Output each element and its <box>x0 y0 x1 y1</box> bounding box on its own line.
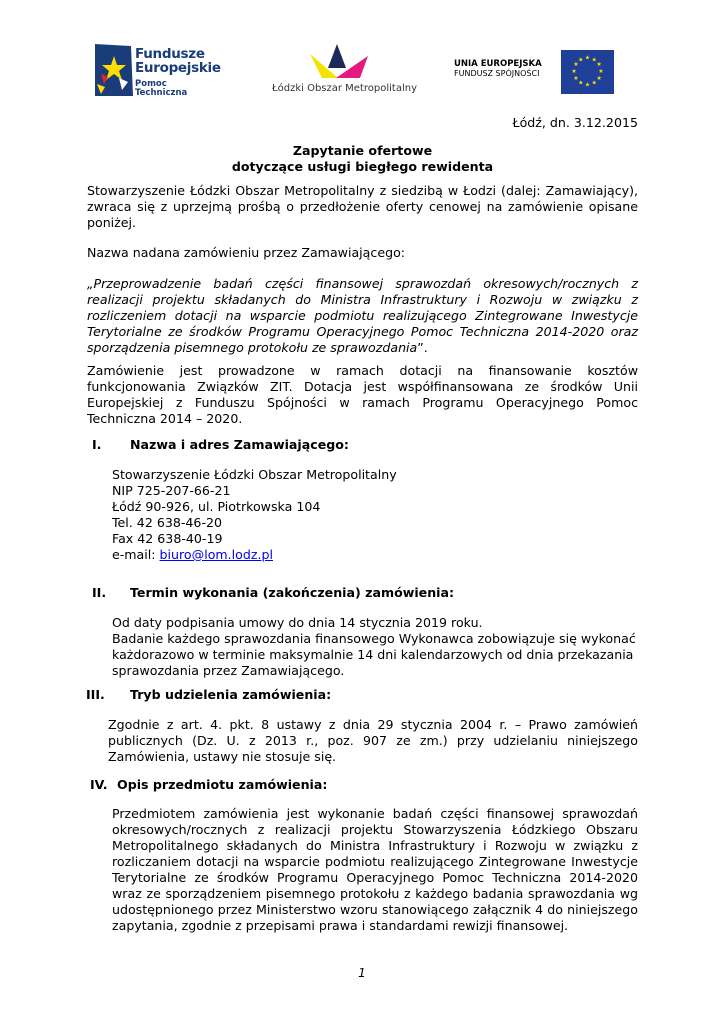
section-3-number: III. <box>86 687 105 702</box>
eu-logo <box>454 50 614 94</box>
quote-text: „Przeprowadzenie badań części finansowej sprawozdań okresowych/rocznych z realizacji projektu składanych do Ministra Infrastruktury i Rozwoju w związku z rozliczeniem dotacji na wsparcie podmiotu realizującego Zintegrowane Inwestycje Terytorialne ze środków Programu Operacyjnego Pomoc Techniczna 2014-2020 oraz sporządzenia pisemnego protokołu ze sprawozdania <box>87 276 638 355</box>
eu-logo-text <box>454 59 542 79</box>
eu-line1: UNIA EUROPEJSKA <box>454 59 542 69</box>
address-line-1: Stowarzyszenie Łódzki Obszar Metropolitalny <box>112 467 397 482</box>
order-name-label: Nazwa nadana zamówieniu przez Zamawiającego: <box>87 245 406 260</box>
fe-star-icon <box>95 44 133 96</box>
eu-flag-icon <box>561 50 614 94</box>
document-title <box>87 143 638 175</box>
lom-logo <box>270 42 420 100</box>
svg-text:★: ★ <box>573 61 579 69</box>
svg-text:★: ★ <box>578 56 584 64</box>
section-3-text: Zgodnie z art. 4. pkt. 8 ustawy z dnia 29 stycznia 2004 r. – Prawo zamówień publicznych (Dz. U. z 2013 r., poz. 907 ze zm.) przy udzielaniu niniejszego Zamówienia, ustawy nie stosuje się. <box>108 717 638 764</box>
document-date: Łódź, dn. 3.12.2015 <box>512 115 638 130</box>
order-name-quote <box>87 276 638 356</box>
lom-boat-icon <box>308 42 370 82</box>
email-link[interactable]: biuro@lom.lodz.pl <box>159 547 273 562</box>
deadline-line: Od daty podpisania umowy do dnia 14 stycznia 2019 roku. <box>112 615 483 630</box>
fundusze-europejskie-logo <box>95 44 220 96</box>
title-line2: dotyczące usługi biegłego rewidenta <box>231 159 494 174</box>
svg-text:★: ★ <box>591 56 597 64</box>
address-line-4: Tel. 42 638-46-20 <box>112 515 223 530</box>
email-line <box>112 547 632 563</box>
svg-text:★: ★ <box>591 79 597 87</box>
quote-end: ”. <box>417 340 428 355</box>
address-line-2: NIP 725-207-66-21 <box>112 483 231 498</box>
fe-logo-text <box>135 48 221 97</box>
address-line-3: Łódź 90-926, ul. Piotrkowska 104 <box>112 499 321 514</box>
section-1-title: Nazwa i adres Zamawiającego: <box>130 437 349 452</box>
exam-line-1: Badanie każdego sprawozdania finansowego Wykonawca zobowiązuje się wykonać <box>112 631 636 646</box>
section-3-title: Tryb udzielenia zamówienia: <box>130 687 332 702</box>
svg-text:★: ★ <box>578 79 584 87</box>
funding-paragraph: Zamówienie jest prowadzone w ramach dotacji na finansowanie kosztów funkcjonowania Związków ZIT. Dotacja jest współfinansowana ze środków Unii Europejskiej z Funduszu Spójności w ramach Programu Operacyjnego Pomoc Techniczna 2014 – 2020. <box>87 363 638 426</box>
section-1-address <box>112 467 632 563</box>
svg-text:★: ★ <box>596 61 602 69</box>
page-number: 1 <box>358 966 366 980</box>
svg-text:★: ★ <box>584 54 591 62</box>
exam-line-3: sprawozdania przez Zamawiającego. <box>112 663 345 678</box>
email-label: e-mail: <box>112 547 160 562</box>
section-1-number: I. <box>92 437 102 452</box>
address-line-5: Fax 42 638-40-19 <box>112 531 223 546</box>
intro-paragraph: Stowarzyszenie Łódzki Obszar Metropolitalny z siedzibą w Łodzi (dalej: Zamawiający), zwraca się z uprzejmą prośbą o przedłożenie oferty cenowej na zamówienie opisane poniżej. <box>87 183 638 230</box>
fe-line1: Fundusze <box>135 46 205 62</box>
svg-text:★: ★ <box>584 81 591 89</box>
section-4-number: IV. <box>90 777 108 792</box>
eu-line2: FUNDUSZ SPÓJNOŚCI <box>454 69 540 79</box>
fe-line2: Europejskie <box>135 59 221 76</box>
section-4-title: Opis przedmiotu zamówienia: <box>117 777 328 792</box>
exam-line-2: każdorazowo w terminie maksymalnie 14 dni kalendarzowych od dnia przekazania <box>112 647 634 662</box>
section-2-title: Termin wykonania (zakończenia) zamówienia: <box>130 585 455 600</box>
section-2-text <box>112 615 642 679</box>
svg-text:★: ★ <box>571 68 577 75</box>
svg-text:★: ★ <box>573 74 579 82</box>
section-2-number: II. <box>92 585 107 600</box>
svg-text:★: ★ <box>596 74 602 82</box>
svg-text:★: ★ <box>598 68 604 75</box>
section-4-text: Przedmiotem zamówienia jest wykonanie badań części finansowej sprawozdań okresowych/rocznych z realizacji projektu Stowarzyszenia Łódzkiego Obszaru Metropolitalnego składanych do Ministra Infrastruktury i Rozwoju w związku z rozliczaniem dotacji na wsparcie podmiotu realizującego Zintegrowane Inwestycje Terytorialne ze środków Programu Operacyjnego Pomoc Techniczna 2014-2020 wraz ze sporządzeniem pisemnego protokołu z każdego badania sprawozdania wg udostępnionego przez Ministerstwo wzoru stanowiącego załącznik 4 do niniejszego zapytania, zgodnie z przepisami prawa i standardami rewizji finansowej. <box>112 806 638 933</box>
title-line1: Zapytanie ofertowe <box>292 143 433 158</box>
fe-line3: Pomoc Techniczna <box>135 79 188 98</box>
lom-logo-text: Łódzki Obszar Metropolitalny <box>272 83 417 94</box>
